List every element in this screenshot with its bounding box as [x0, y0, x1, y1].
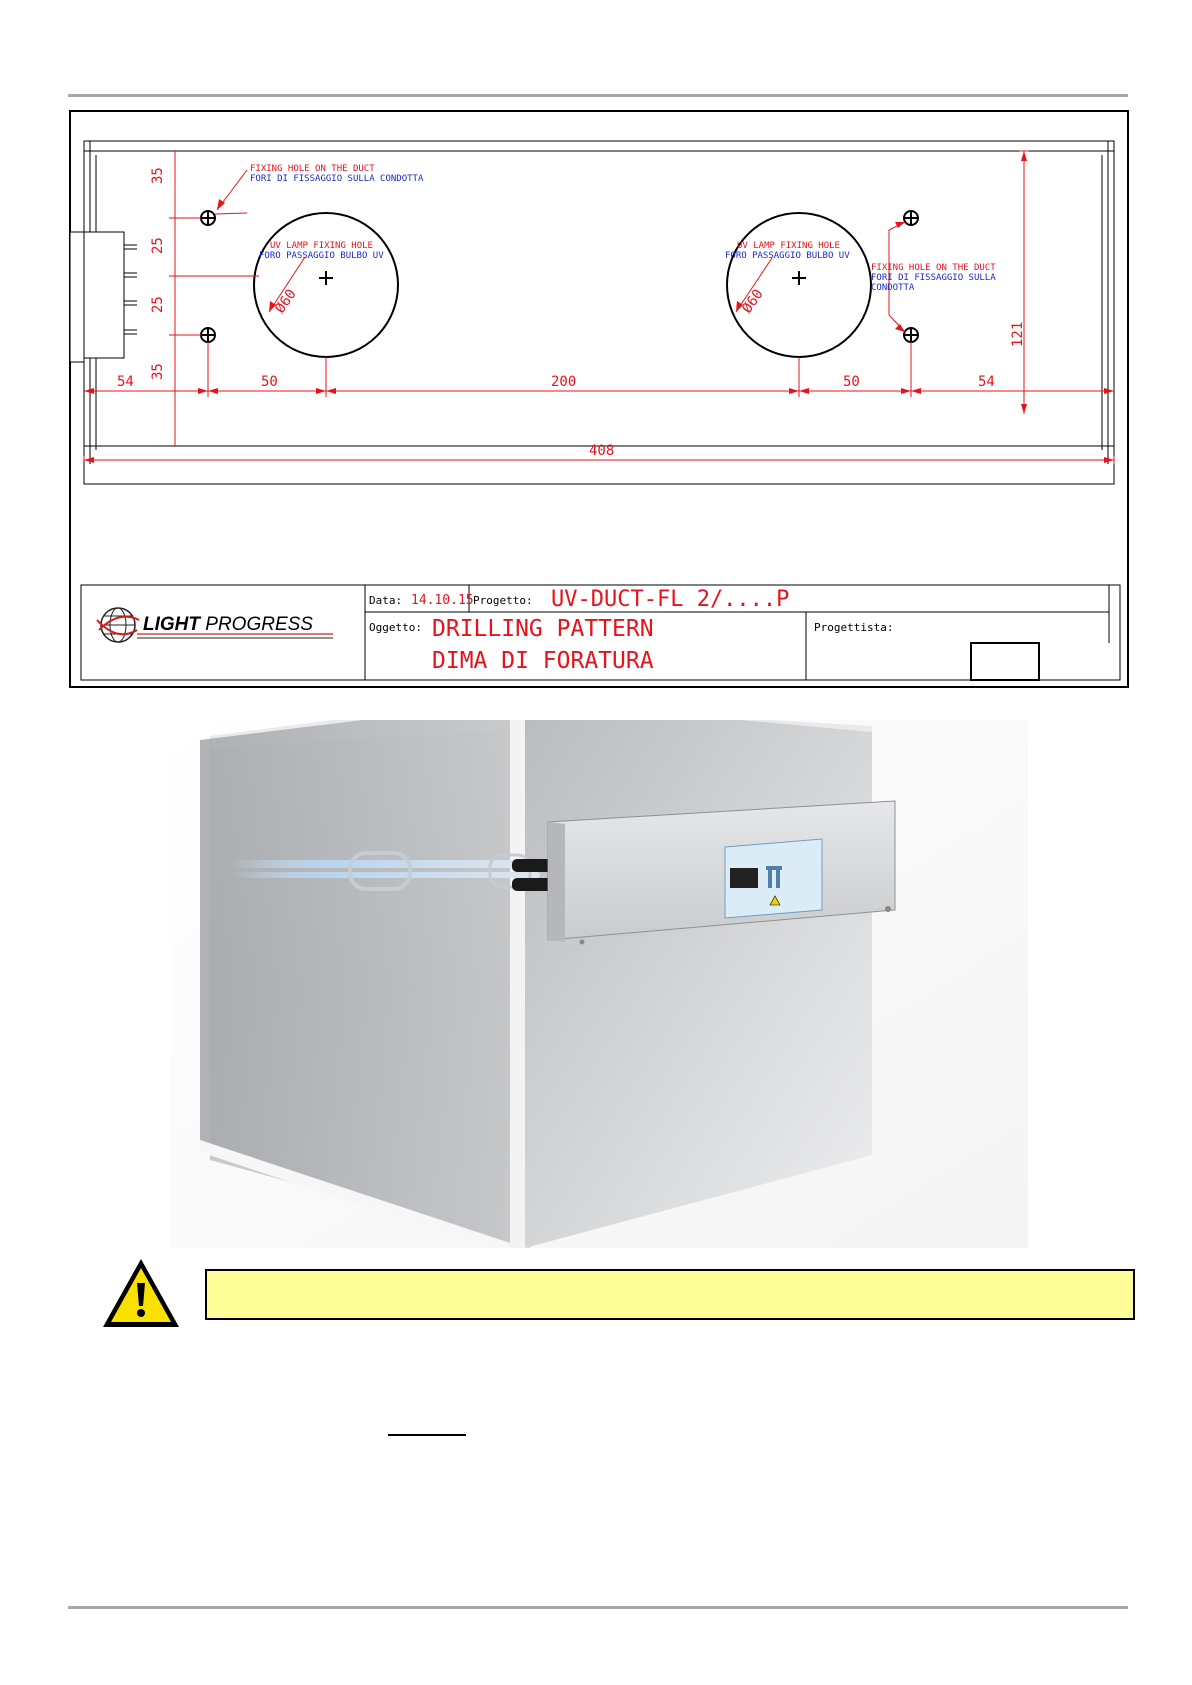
- callout-fixing-right-it1: FORI DI FISSAGGIO SULLA: [871, 273, 996, 283]
- plate-outline: [84, 141, 1114, 484]
- callout-lamp-right-en: UV LAMP FIXING HOLE: [737, 241, 840, 251]
- progettista-label: Progettista:: [814, 621, 894, 634]
- callout-lamp-right-it: FORO PASSAGGIO BULBO UV: [725, 251, 850, 261]
- company-name: LIGHT PROGRESS: [143, 614, 313, 635]
- diameter-right: Ø60: [739, 286, 767, 317]
- lamp-hole-center-marks: [319, 271, 806, 285]
- diameter-left: Ø60: [272, 286, 300, 317]
- dim-h-200: 200: [551, 374, 577, 390]
- technical-drawing: [69, 110, 1129, 688]
- callout-fixing-left-en: FIXING HOLE ON THE DUCT: [250, 164, 375, 174]
- callout-fixing-left-it: FORI DI FISSAGGIO SULLA CONDOTTA: [250, 174, 424, 184]
- dim-v-35-top: 35: [150, 167, 166, 184]
- dimension-lines: [84, 151, 1114, 464]
- dim-height-121: 121: [1010, 321, 1026, 347]
- callout-fixing-right-it2: CONDOTTA: [871, 283, 915, 293]
- dim-overall-408: 408: [589, 443, 615, 459]
- dim-v-25-a: 25: [150, 237, 166, 254]
- callout-fixing-right-en: FIXING HOLE ON THE DUCT: [871, 263, 996, 273]
- product-render-image: [170, 720, 1028, 1248]
- data-label: Data:: [369, 594, 403, 607]
- dimension-arrows: [84, 151, 1114, 463]
- oggetto-line1: DRILLING PATTERN: [432, 616, 654, 642]
- dim-v-35-bottom: 35: [150, 363, 166, 380]
- dim-h-50-left: 50: [261, 374, 278, 390]
- dim-h-54-right: 54: [978, 374, 995, 390]
- callout-lamp-left-en: UV LAMP FIXING HOLE: [270, 241, 373, 251]
- fixing-holes: [201, 211, 918, 342]
- dim-h-54-left: 54: [117, 374, 134, 390]
- header-rule: [68, 94, 1128, 97]
- data-value: 14.10.15: [411, 593, 474, 608]
- progetto-value: UV-DUCT-FL 2/....P: [551, 587, 790, 612]
- oggetto-label: Oggetto:: [369, 621, 422, 634]
- warning-box: [205, 1269, 1135, 1320]
- oggetto-line2: DIMA DI FORATURA: [432, 648, 654, 674]
- footer-rule: [68, 1606, 1128, 1609]
- warning-triangle-icon: [100, 1256, 182, 1330]
- progetto-label: Progetto:: [473, 594, 533, 607]
- connector-block: [70, 232, 137, 362]
- callout-lamp-left-it: FORO PASSAGGIO BULBO UV: [259, 251, 384, 261]
- underline-mark: [388, 1434, 466, 1436]
- dim-v-25-b: 25: [150, 296, 166, 313]
- dim-h-50-right: 50: [843, 374, 860, 390]
